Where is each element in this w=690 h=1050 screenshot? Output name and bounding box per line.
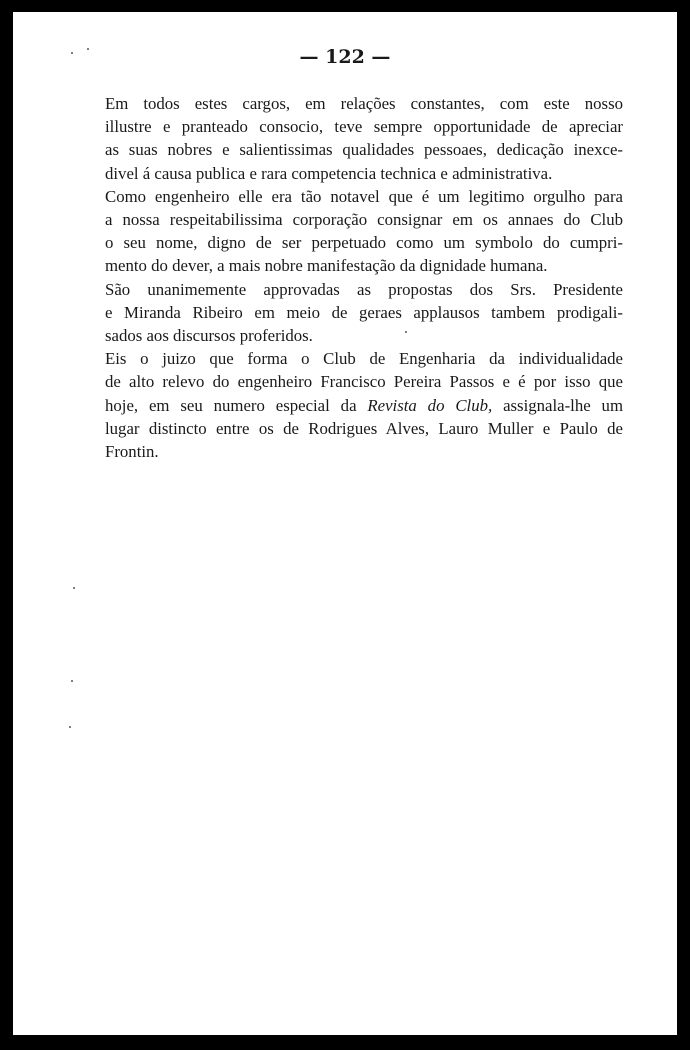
text-line: de alto relevo do engenheiro Francisco Pereira Passos e é por isso que xyxy=(105,372,623,392)
paragraph-1 xyxy=(53,92,623,185)
scan-speck xyxy=(405,331,407,333)
journal-title: Revista do Club, xyxy=(367,395,493,415)
text-line: Como engenheiro elle era tão notavel que é um legitimo orgulho para xyxy=(105,186,623,206)
text-line: Em todos estes cargos, em relações constantes, com este nosso xyxy=(105,94,623,113)
body-text xyxy=(53,92,623,463)
text-line: e Miranda Ribeiro em meio de geraes applausos tambem prodigali- xyxy=(105,302,623,322)
scan-speck xyxy=(73,587,75,589)
scan-speck xyxy=(71,680,73,682)
document-page xyxy=(13,12,677,1035)
text-line: São unanimemente approvadas as propostas dos Srs. Presidente xyxy=(105,279,623,299)
text-line: mento do dever, a mais nobre manifestação da dignidade humana. xyxy=(105,256,548,276)
text-line: divel á causa publica e rara competencia technica e administrativa. xyxy=(105,163,553,183)
text-line: Frontin. xyxy=(105,442,159,462)
scan-speck xyxy=(69,726,71,728)
text-line: Eis o juizo que forma o Club de Engenharia da individualidade xyxy=(105,349,623,369)
text-line: a nossa respeitabilissima corporação consignar em os annaes do Club xyxy=(105,210,623,230)
text-line: lugar distincto entre os de Rodrigues Alves, Lauro Muller e Paulo de xyxy=(105,418,623,438)
scan-speck xyxy=(87,48,89,50)
text-line xyxy=(53,394,623,417)
paragraph-4 xyxy=(53,347,623,463)
scan-speck xyxy=(71,52,73,54)
paragraph-2 xyxy=(53,185,623,278)
text-segment: assignala-lhe um xyxy=(492,395,623,415)
text-line: as suas nobres e salientissimas qualidades pessoaes, dedicação inexce- xyxy=(105,140,623,160)
text-segment: hoje, em seu numero especial da xyxy=(105,395,368,415)
paragraph-3 xyxy=(53,278,623,348)
text-line: illustre e pranteado consocio, teve sempre opportunidade de apreciar xyxy=(105,117,623,137)
text-line: sados aos discursos proferidos. xyxy=(105,326,313,346)
text-line: o seu nome, digno de ser perpetuado como um symbolo do cumpri- xyxy=(105,233,623,253)
page-number: — 122 — xyxy=(299,46,391,68)
